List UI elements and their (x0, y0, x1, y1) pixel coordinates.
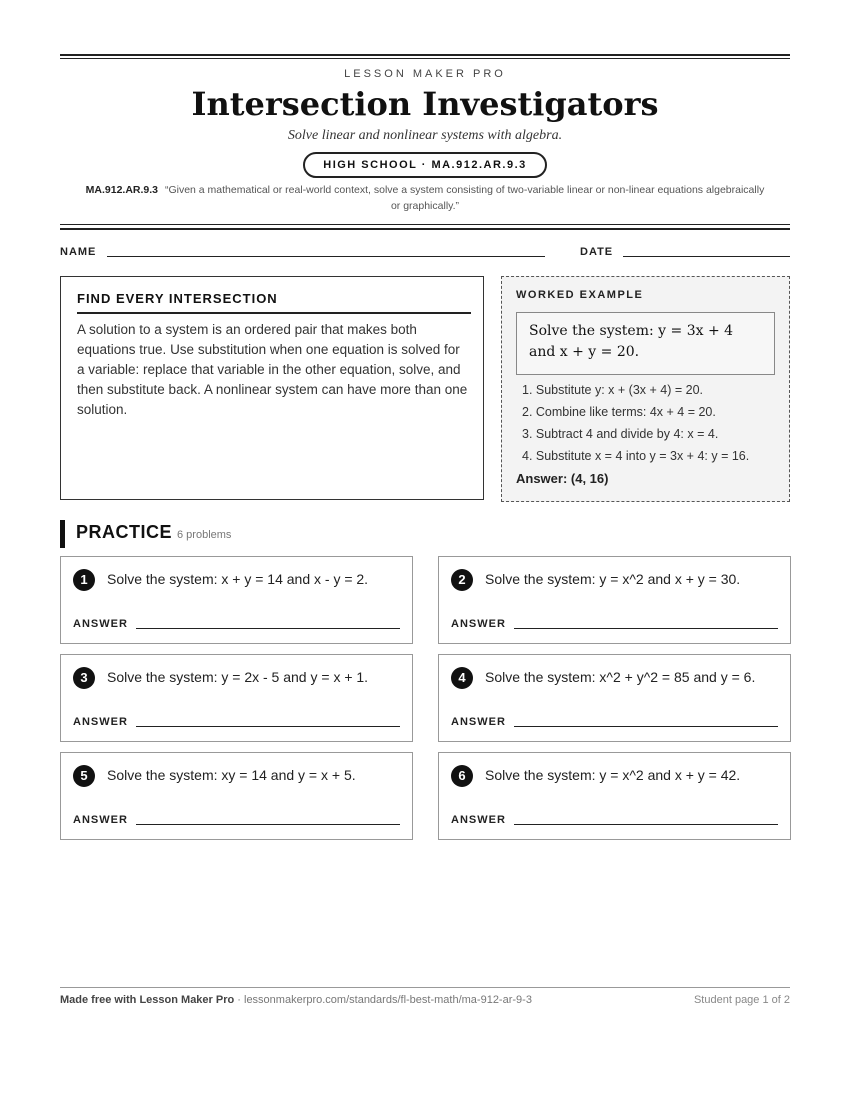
header-rule-bottom-thin (60, 224, 790, 225)
answer-line[interactable] (136, 628, 400, 629)
problem-card-2 (438, 556, 791, 644)
footer-page-number: Student page 1 of 2 (693, 994, 790, 1006)
answer-label: ANSWER (73, 618, 128, 630)
practice-title: PRACTICE (76, 522, 173, 542)
problem-number-badge: 3 (73, 667, 95, 689)
footer-credit (60, 994, 532, 1006)
answer-label: ANSWER (451, 618, 506, 630)
intro-body: A solution to a system is an ordered pair that makes both equations true. Use substitution when one equation is solved for a variable: replace that variable in the other equation, solve, and then substitute back. A nonlinear system can have more than one solution. (77, 322, 468, 417)
name-field[interactable] (107, 256, 545, 257)
intro-heading: FIND EVERY INTERSECTION (77, 291, 471, 314)
worksheet-subtitle: Solve linear and nonlinear systems with algebra. (287, 128, 563, 143)
standard-description (80, 182, 770, 214)
problem-number-badge: 2 (451, 569, 473, 591)
header-rule-bottom (60, 228, 790, 230)
answer-line[interactable] (514, 824, 778, 825)
answer-label: ANSWER (73, 716, 128, 728)
grade-standard-badge: HIGH SCHOOL · MA.912.AR.9.3 (303, 152, 547, 178)
problem-text: Solve the system: y = x^2 and x + y = 42. (485, 767, 741, 783)
problem-text: Solve the system: xy = 14 and y = x + 5. (107, 767, 356, 783)
answer-label: ANSWER (451, 814, 506, 826)
problem-text: Solve the system: y = x^2 and x + y = 30. (485, 571, 741, 587)
worked-example-step: 2. Combine like terms: 4x + 4 = 20. (522, 405, 716, 419)
header-rule-top-thin (60, 58, 790, 59)
header-rule-top (60, 54, 790, 56)
worksheet-title: Intersection Investigators (191, 85, 659, 123)
problem-card-1 (60, 556, 413, 644)
worked-example-steps (522, 379, 749, 467)
problem-card-4 (438, 654, 791, 742)
answer-line[interactable] (514, 628, 778, 629)
problem-number-badge: 6 (451, 765, 473, 787)
intro-box (60, 276, 484, 500)
worked-example-answer: Answer: (4, 16) (516, 471, 609, 486)
name-label: NAME (60, 246, 97, 258)
footer-made-with: Made free with Lesson Maker Pro (60, 994, 235, 1006)
problem-number-badge: 4 (451, 667, 473, 689)
standard-text: “Given a mathematical or real-world context, solve a system consisting of two-variable linear or non-linear equations algebraically or graphically.” (164, 184, 765, 212)
problem-text: Solve the system: x^2 + y^2 = 85 and y = 6. (485, 669, 756, 685)
problem-number-badge: 1 (73, 569, 95, 591)
footer-url[interactable]: · lessonmakerpro.com/standards/fl-best-math/ma-912-ar-9-3 (234, 994, 532, 1006)
worked-example-box (501, 276, 790, 502)
problem-card-3 (60, 654, 413, 742)
answer-line[interactable] (136, 726, 400, 727)
problem-text: Solve the system: y = 2x - 5 and y = x + 1. (107, 669, 369, 685)
standard-code: MA.912.AR.9.3 (85, 184, 159, 196)
problem-card-5 (60, 752, 413, 840)
answer-label: ANSWER (451, 716, 506, 728)
worked-example-step: 1. Substitute y: x + (3x + 4) = 20. (522, 383, 703, 397)
worked-example-problem: Solve the system: y = 3x + 4 and x + y = 20. (516, 312, 775, 375)
date-label: DATE (580, 246, 614, 258)
practice-accent-bar (60, 520, 65, 548)
worked-example-step: 4. Substitute x = 4 into y = 3x + 4: y = 16. (522, 449, 750, 463)
problem-card-6 (438, 752, 791, 840)
problem-number-badge: 5 (73, 765, 95, 787)
worked-example-step: 3. Subtract 4 and divide by 4: x = 4. (522, 427, 719, 441)
worked-example-heading: WORKED EXAMPLE (516, 289, 644, 301)
practice-count: 6 problems (177, 529, 232, 541)
answer-label: ANSWER (73, 814, 128, 826)
footer-rule (60, 987, 790, 988)
answer-line[interactable] (514, 726, 778, 727)
brand-name: LESSON MAKER PRO (344, 68, 506, 80)
answer-line[interactable] (136, 824, 400, 825)
date-field[interactable] (623, 256, 790, 257)
problem-text: Solve the system: x + y = 14 and x - y = 2. (107, 571, 369, 587)
